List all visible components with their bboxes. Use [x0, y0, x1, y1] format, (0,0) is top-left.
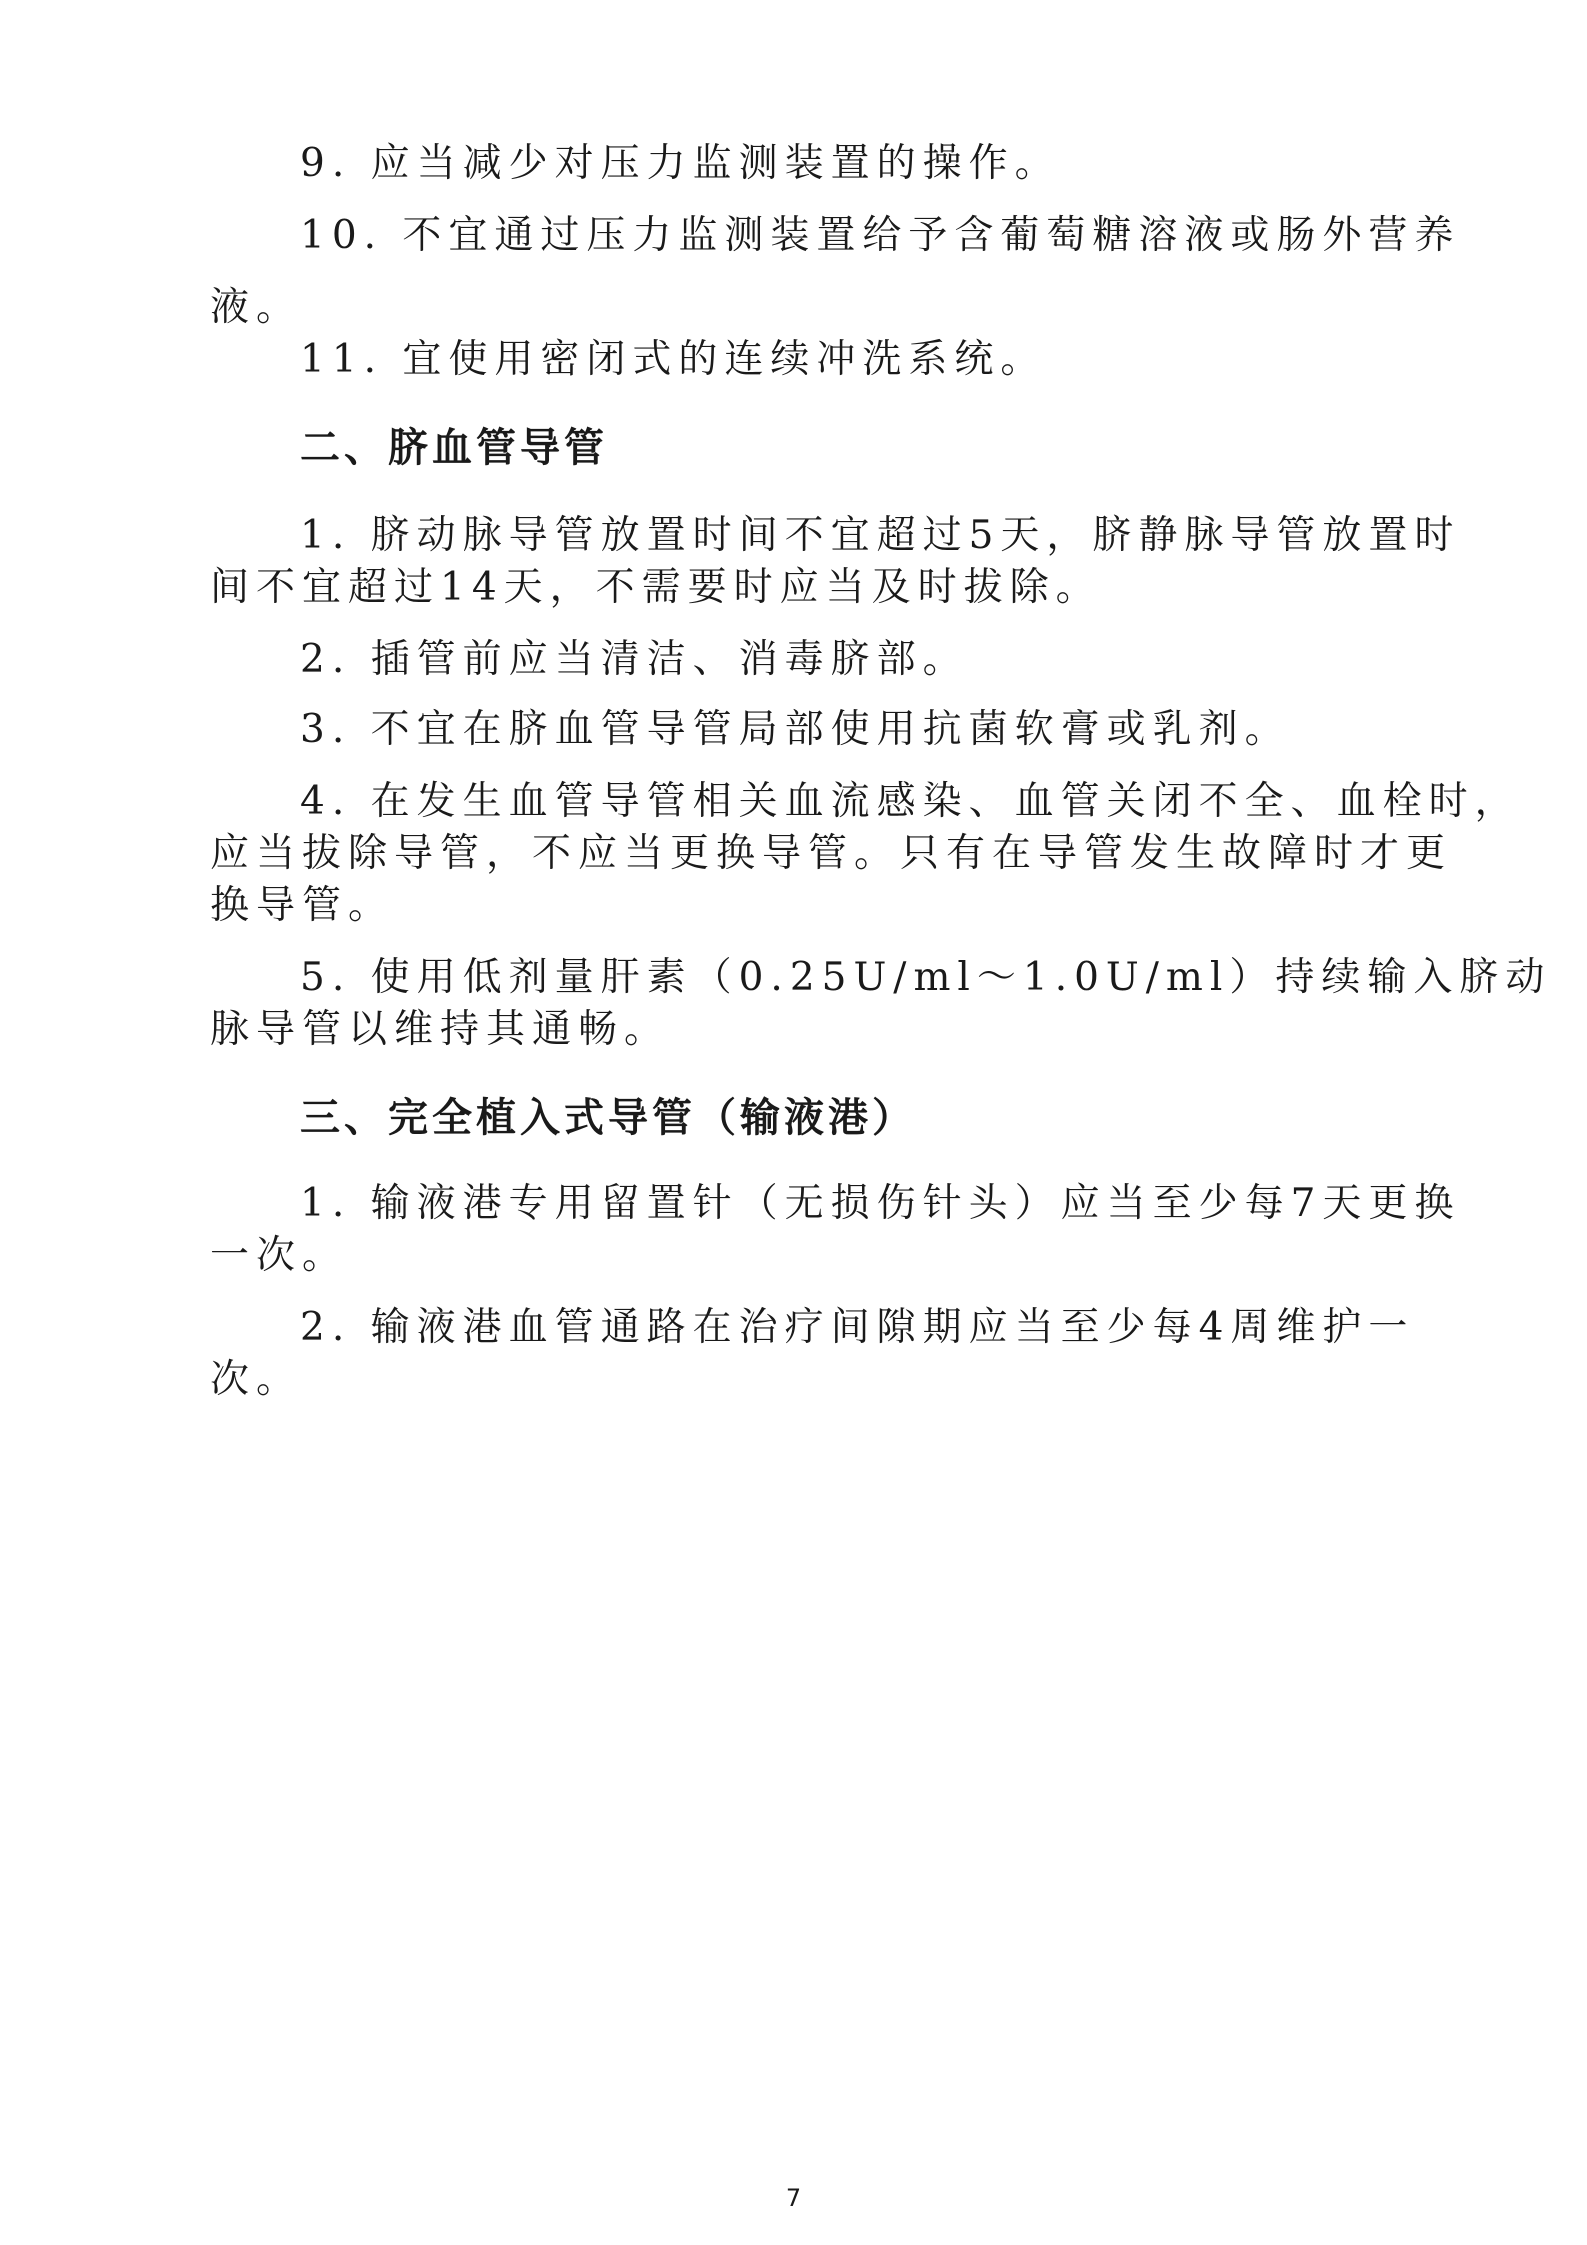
s2-item-4-line-1: 4. 在发生血管导管相关血流感染、血管关闭不全、血栓时，: [300, 779, 1521, 824]
s2-item-5-line-1: 5. 使用低剂量肝素（0.25U/ml～1.0U/ml）持续输入脐动: [300, 955, 1552, 1000]
item-10-line-2: 液。: [210, 285, 303, 330]
s3-item-2-line-2: 次。: [210, 1357, 303, 1402]
s2-item-4-line-2: 应当拔除导管，不应当更换导管。只有在导管发生故障时才更: [210, 831, 1453, 876]
section-heading-implanted-port: 三、完全植入式导管（输液港）: [300, 1095, 916, 1141]
s2-item-1-line-1: 1. 脐动脉导管放置时间不宜超过5天，脐静脉导管放置时: [300, 513, 1461, 558]
item-9: 9. 应当减少对压力监测装置的操作。: [300, 141, 1061, 186]
s2-item-3: 3. 不宜在脐血管导管局部使用抗菌软膏或乳剂。: [300, 707, 1291, 752]
s3-item-2-line-1: 2. 输液港血管通路在治疗间隙期应当至少每4周维护一: [300, 1305, 1415, 1350]
s2-item-5-line-2: 脉导管以维持其通畅。: [210, 1007, 671, 1052]
s2-item-2: 2. 插管前应当清洁、消毒脐部。: [300, 637, 969, 682]
section-heading-umbilical-catheter: 二、脐血管导管: [300, 425, 608, 471]
s3-item-1-line-1: 1. 输液港专用留置针（无损伤针头）应当至少每7天更换: [300, 1181, 1461, 1226]
s3-item-1-line-2: 一次。: [210, 1233, 349, 1278]
s2-item-4-line-3: 换导管。: [210, 883, 395, 928]
item-10-line-1: 10. 不宜通过压力监测装置给予含葡萄糖溶液或肠外营养: [300, 213, 1461, 258]
item-11: 11. 宜使用密闭式的连续冲洗系统。: [300, 337, 1047, 382]
s2-item-1-line-2: 间不宜超过14天，不需要时应当及时拔除。: [210, 565, 1102, 610]
page-number: 7: [785, 2184, 802, 2212]
